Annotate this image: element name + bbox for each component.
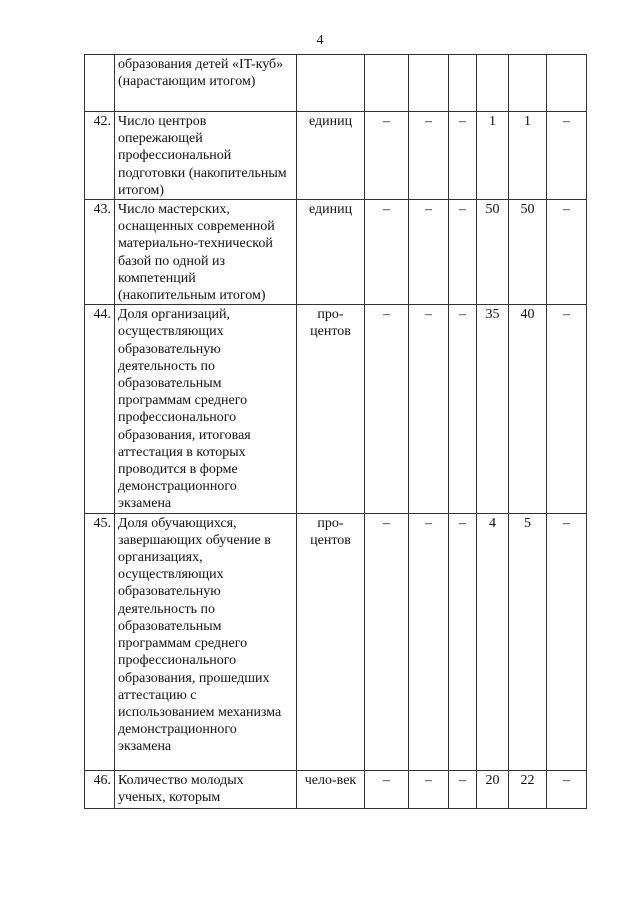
value-cell: –: [449, 112, 477, 200]
unit-cell: про-центов: [297, 305, 365, 513]
unit-cell: чело-век: [297, 770, 365, 808]
value-cell: –: [547, 305, 587, 513]
value-cell: –: [547, 770, 587, 808]
value-cell: –: [365, 770, 409, 808]
table-row: [85, 770, 587, 808]
value-cell: [409, 55, 449, 112]
value-cell: 35: [477, 305, 509, 513]
value-cell: –: [365, 112, 409, 200]
value-cell: 1: [477, 112, 509, 200]
value-cell: –: [409, 200, 449, 305]
indicator-name: Доля обучающихся, завершающих обучение в организациях, осуществляющих образовательную деятельность по образовательным программам среднего профессионального образования, прошедших аттестацию с использованием механизма демонстрационного экзамена: [115, 513, 297, 770]
table-row: [85, 200, 587, 305]
value-cell: [365, 55, 409, 112]
value-cell: [449, 55, 477, 112]
indicator-name: образования детей «IT-куб» (нарастающим итогом): [115, 55, 297, 112]
table-row: [85, 305, 587, 513]
value-cell: –: [449, 200, 477, 305]
value-cell: –: [547, 513, 587, 770]
value-cell: –: [365, 305, 409, 513]
value-cell: –: [547, 112, 587, 200]
table-row: [85, 513, 587, 770]
value-cell: –: [365, 513, 409, 770]
value-cell: –: [449, 770, 477, 808]
value-cell: [509, 55, 547, 112]
unit-cell: про-центов: [297, 513, 365, 770]
value-cell: –: [409, 513, 449, 770]
value-cell: 1: [509, 112, 547, 200]
indicator-name: Количество молодых ученых, которым: [115, 770, 297, 808]
indicators-table: [84, 54, 587, 809]
row-number: 43.: [85, 200, 115, 305]
row-number: 45.: [85, 513, 115, 770]
unit-cell: [297, 55, 365, 112]
indicator-name: Доля организаций, осуществляющих образовательную деятельность по образовательным программам среднего профессионального образования, итоговая аттестация в которых проводится в форме демонстрационного экзамена: [115, 305, 297, 513]
row-number: 44.: [85, 305, 115, 513]
row-number: 42.: [85, 112, 115, 200]
value-cell: [547, 55, 587, 112]
value-cell: 50: [477, 200, 509, 305]
value-cell: 22: [509, 770, 547, 808]
value-cell: –: [409, 305, 449, 513]
row-number: 46.: [85, 770, 115, 808]
value-cell: [477, 55, 509, 112]
value-cell: 50: [509, 200, 547, 305]
value-cell: –: [449, 513, 477, 770]
value-cell: –: [547, 200, 587, 305]
value-cell: –: [409, 112, 449, 200]
indicator-name: Число центров опережающей профессиональной подготовки (накопительным итогом): [115, 112, 297, 200]
row-number: [85, 55, 115, 112]
value-cell: 20: [477, 770, 509, 808]
value-cell: –: [449, 305, 477, 513]
value-cell: –: [365, 200, 409, 305]
value-cell: 40: [509, 305, 547, 513]
unit-cell: единиц: [297, 200, 365, 305]
value-cell: 4: [477, 513, 509, 770]
page-number: 4: [316, 33, 324, 48]
value-cell: 5: [509, 513, 547, 770]
indicator-name: Число мастерских, оснащенных современной материально-технической базой по одной из компетенций (накопительным итогом): [115, 200, 297, 305]
value-cell: –: [409, 770, 449, 808]
unit-cell: единиц: [297, 112, 365, 200]
table-row: [85, 112, 587, 200]
table-row: [85, 55, 587, 112]
